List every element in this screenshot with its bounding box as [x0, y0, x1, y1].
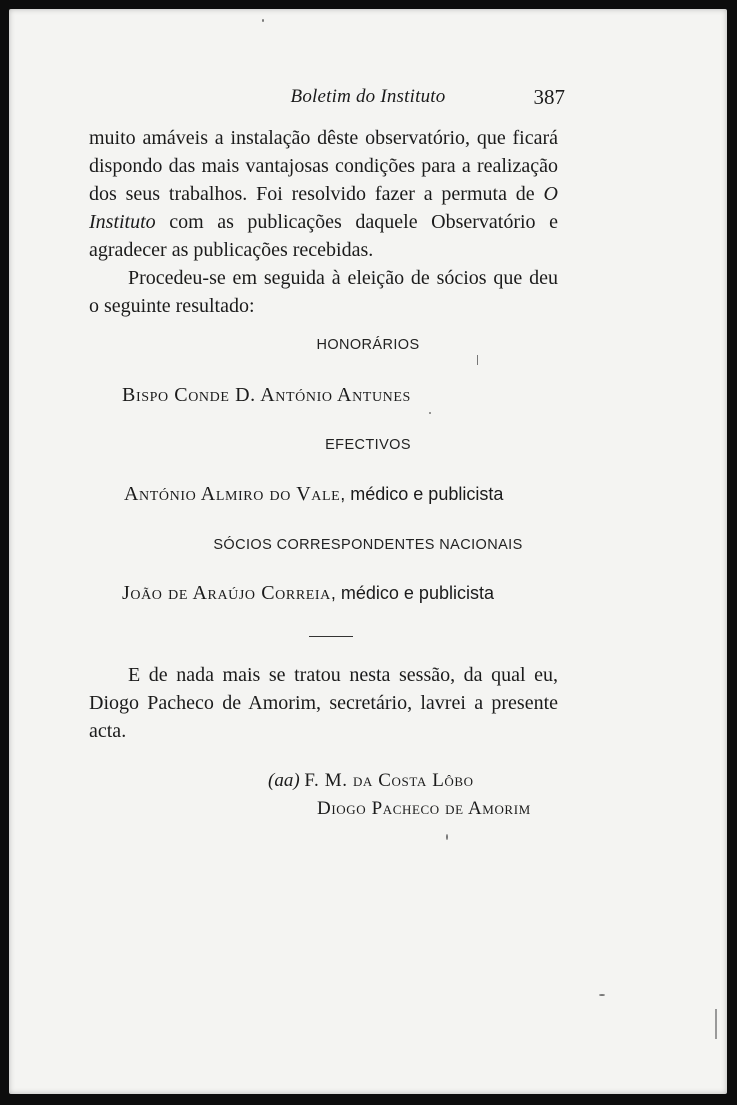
paragraph-observatory-text-2: com as publicações daquele Observatório e agradecer as publicações recebidas.	[89, 211, 558, 261]
member-efectivo-role: , médico e publicista	[340, 484, 504, 504]
page-number: 387	[533, 85, 565, 109]
heading-honorarios: HONORÁRIOS	[316, 337, 420, 353]
member-honorario-name: Bispo Conde D. António Antunes	[122, 384, 411, 406]
paragraph-observatory-text-1: muito amáveis a instalação dêste observatório, que ficará dispondo das mais vantajosas condições para a realização dos seus trabalhos. Foi resolvido fazer a permuta de	[89, 127, 558, 205]
scan-speck	[715, 1009, 717, 1039]
running-head	[9, 81, 727, 111]
document-page	[9, 9, 727, 1094]
scan-speck	[599, 994, 605, 996]
member-correspondente-role: , médico e publicista	[330, 583, 494, 603]
signature-line-1	[268, 770, 474, 792]
member-efectivo-name: António Almiro do Vale	[124, 483, 341, 505]
member-efectivo	[124, 483, 503, 506]
closing-paragraph-block	[89, 661, 558, 745]
signature-second: Diogo Pacheco de Amorim	[317, 798, 531, 819]
member-correspondente-name: João de Araújo Correia	[122, 582, 331, 604]
member-correspondente	[122, 582, 494, 605]
running-title: Boletim do Instituto	[290, 86, 446, 107]
scan-speck	[446, 834, 448, 840]
signature-prefix: (aa)	[268, 770, 300, 791]
signature-first: F. M. da Costa Lôbo	[304, 770, 474, 791]
section-separator	[309, 636, 353, 637]
scan-speck	[262, 19, 264, 22]
paragraph-observatory	[89, 124, 558, 264]
member-honorario	[122, 384, 411, 407]
scan-speck	[477, 355, 478, 365]
opening-paragraph-block	[89, 124, 558, 320]
journal-title-italic: O Instituto	[89, 183, 558, 233]
paragraph-closing: E de nada mais se tratou nesta sessão, da qual eu, Diogo Pacheco de Amorim, secretário, lavrei a presente acta.	[89, 664, 558, 742]
scan-speck	[429, 412, 431, 414]
signature-line-2	[317, 798, 531, 820]
heading-efectivos: EFECTIVOS	[325, 437, 411, 453]
heading-correspondentes: SÓCIOS CORRESPONDENTES NACIONAIS	[213, 537, 523, 553]
paragraph-election: Procedeu-se em seguida à eleição de sócios que deu o seguinte resultado:	[89, 267, 558, 317]
